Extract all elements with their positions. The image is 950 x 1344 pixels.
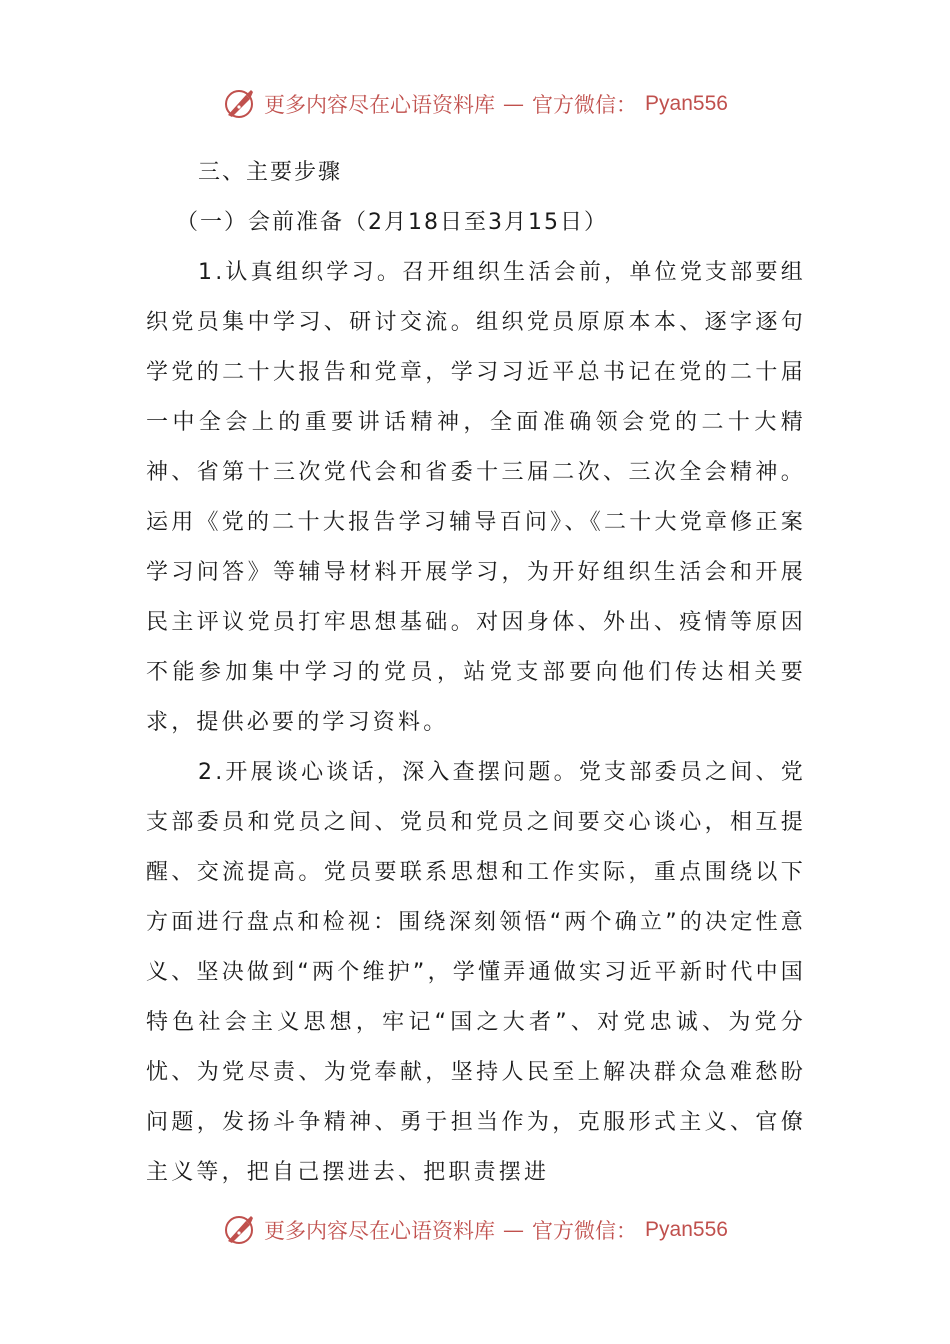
pen-nib-circle-icon [222, 1213, 256, 1247]
paragraph-2: 2.开展谈心谈话，深入查摆问题。党支部委员之间、党支部委员和党员之间、党员和党员之间要交心谈心，相互提醒、交流提高。党员要联系思想和工作实际，重点围绕以下方面进行盘点和检视：围绕深刻领悟“两个确立”的决定性意义、坚决做到“两个维护”，学懂弄通做实习近平新时代中国特色社会主义思想，牢记“国之大者”、对党忠诚、为党分忧、为党尽责、为党奉献，坚持人民至上解决群众急难愁盼问题，发扬斗争精神、勇于担当作为，克服形式主义、官僚主义等，把自己摆进去、把职责摆进 [146, 760, 806, 1185]
watermark-wechat-label: 官方微信： [532, 1219, 638, 1243]
document-body [146, 148, 806, 1198]
section-heading: 三、主要步骤 [198, 160, 343, 185]
watermark-wechat-id: Pyan556 [645, 92, 728, 115]
watermark-text: 更多内容尽在心语资料库 [264, 1219, 496, 1243]
watermark-banner-top [0, 82, 950, 126]
paragraph-1: 1.认真组织学习。召开组织生活会前，单位党支部要组织党员集中学习、研讨交流。组织党员原原本本、逐字逐句学党的二十大报告和党章，学习习近平总书记在党的二十届一中全会上的重要讲话精神，全面准确领会党的二十大精神、省第十三次党代会和省委十三届二次、三次全会精神。运用《党的二十大报告学习辅导百问》、《二十大党章修正案学习问答》等辅导材料开展学习，为开好组织生活会和开展民主评议党员打牢思想基础。对因身体、外出、疫情等原因不能参加集中学习的党员，站党支部要向他们传达相关要求，提供必要的学习资料。 [146, 260, 806, 735]
watermark-separator: — [503, 92, 525, 116]
watermark-wechat-id: Pyan556 [645, 1218, 728, 1241]
watermark-text: 更多内容尽在心语资料库 [264, 93, 496, 117]
watermark-banner-bottom [0, 1208, 950, 1252]
watermark-wechat-label: 官方微信： [532, 93, 638, 117]
watermark-separator: — [503, 1218, 525, 1242]
pen-nib-circle-icon [222, 87, 256, 121]
subsection-heading: （一）会前准备（2月18日至3月15日） [176, 210, 608, 235]
